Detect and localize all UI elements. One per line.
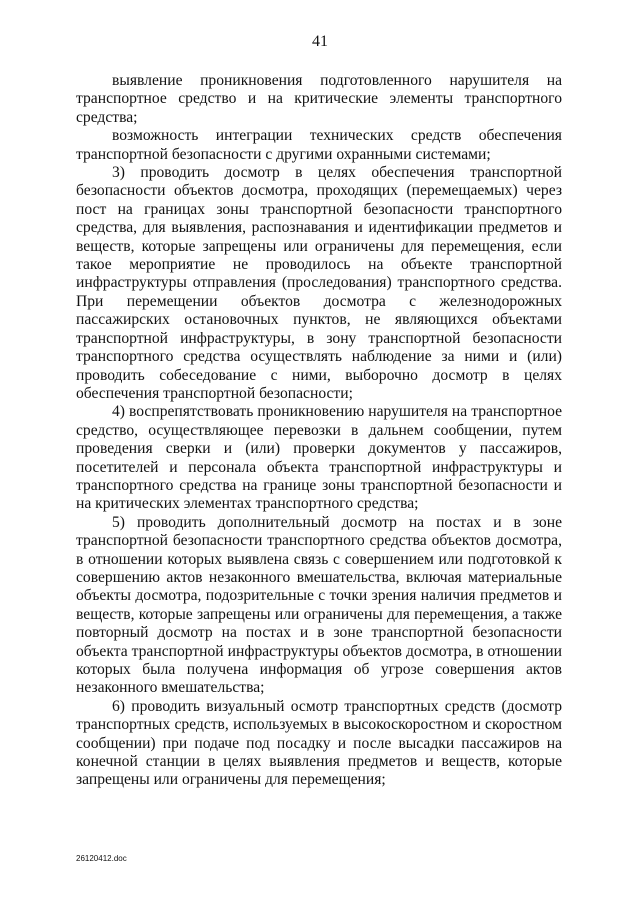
footer-filename: 26120412.doc [76, 854, 127, 863]
page-number: 41 [312, 33, 328, 50]
paragraph: 5) проводить дополнительный досмотр на постах и в зоне транспортной безопасности транспортного средства объектов досмотра, в отношении которых выявлена связь с совершением или подготовкой к совершению актов незаконного вмешательства, включая материальные объекты досмотра, подозрительные с точки зрения наличия предметов и веществ, которые запрещены или ограничены для перемещения, а также повторный досмотр на постах и в зоне транспортной безопасности объекта транспортной инфраструктуры объектов досмотра, в отношении которых была получена информация об угрозе совершения актов незаконного вмешательства; [76, 513, 562, 697]
paragraph: 4) воспрепятствовать проникновению нарушителя на транспортное средство, осуществляющее перевозки в дальнем сообщении, путем проведения сверки и (или) проверки документов у пассажиров, посетителей и персонала объекта транспортной инфраструктуры и транспортного средства на границе зоны транспортной безопасности и на критических элементах транспортного средства; [76, 403, 562, 513]
paragraph: 3) проводить досмотр в целях обеспечения транспортной безопасности объектов досмотра, проходящих (перемещаемых) через пост на границах зоны транспортной безопасности транспортного средства, для выявления, распознавания и идентификации предметов и веществ, которые запрещены или ограничены для перемещения, если такое мероприятие не проводилось на объекте транспортной инфраструктуры отправления (проследования) транспортного средства. При перемещении объектов досмотра с железнодорожных пассажирских остановочных пунктов, не являющихся объектами транспортной инфраструктуры, в зону транспортной безопасности транспортного средства осуществлять наблюдение за ними и (или) проводить собеседование с ними, выборочно досмотр в целях обеспечения транспортной безопасности; [76, 164, 562, 402]
document-body [76, 72, 562, 790]
paragraph: возможность интеграции технических средств обеспечения транспортной безопасности с другими охранными системами; [76, 127, 562, 163]
paragraph: выявление проникновения подготовленного нарушителя на транспортное средство и на критические элементы транспортного средства; [76, 72, 562, 126]
paragraph: 6) проводить визуальный осмотр транспортных средств (досмотр транспортных средств, используемых в высокоскоростном и скоростном сообщении) при подаче под посадку и после высадки пассажиров на конечной станции в целях выявления предметов и веществ, которые запрещены или ограничены для перемещения; [76, 697, 562, 789]
